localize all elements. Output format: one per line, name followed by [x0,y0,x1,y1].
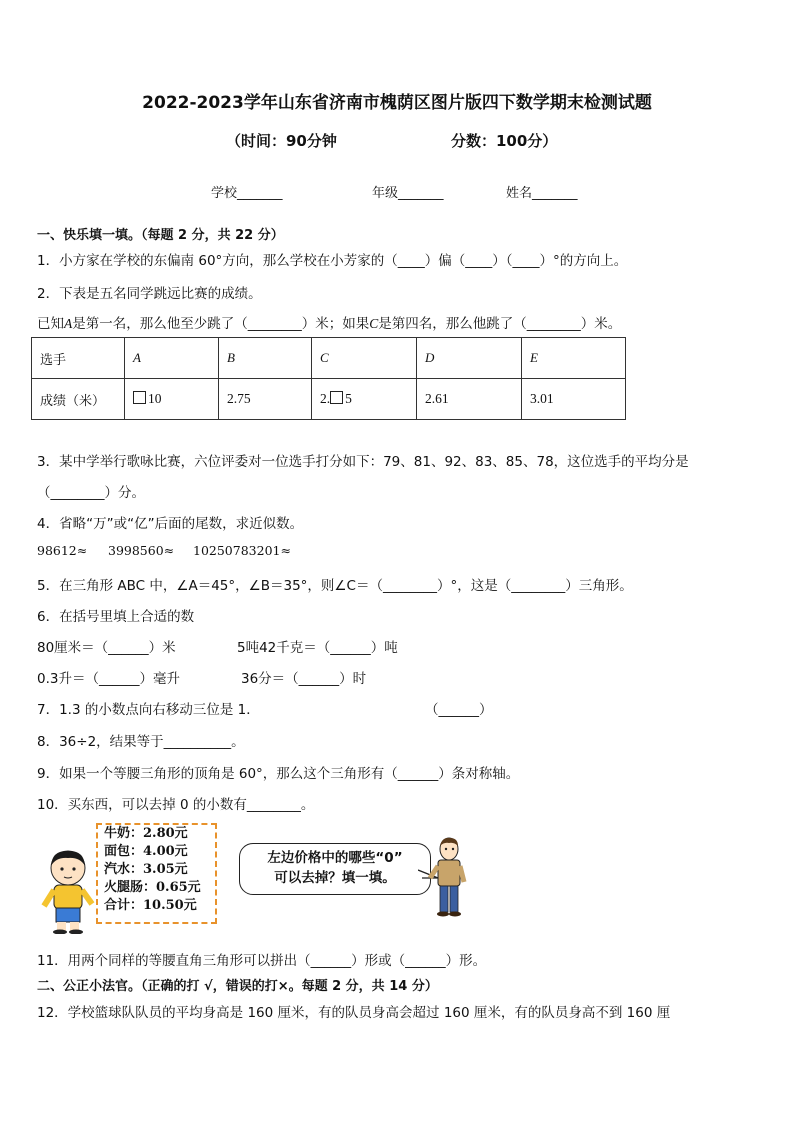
price-item: 面包：4.00元 [104,844,188,859]
table-cell: 2.75 [219,379,312,420]
question-3-line-2: （________）分。 [37,485,145,501]
table-cell: 10 [125,379,219,420]
table-row [32,338,626,379]
question-6: 6．在括号里填上合适的数 [37,609,195,625]
table-cell: 2. 5 [312,379,417,420]
table-row-label: 成绩（米） [32,379,125,420]
question-7: 7．1.3 的小数点向右移动三位是 1． [37,702,260,718]
boy-illustration [40,848,96,934]
exam-score: 分数：100分） [451,132,558,150]
q6-item-c: 0.3升＝（______）毫升 [37,671,180,687]
table-header-cell: A [125,338,219,379]
question-1: 1．小方家在学校的东偏南 60°方向，那么学校在小芳家的（____）偏（____）（____）°的方向上。 [37,253,628,269]
price-board [96,823,217,924]
blank-box [330,391,343,404]
table-cell: 2.61 [417,379,522,420]
price-item: 火腿肠：0.65元 [104,880,201,895]
exam-time: （时间：90分钟 [226,132,337,150]
table-header-cell: C [312,338,417,379]
section-1-title: 一、快乐填一填。（每题 2 分，共 22 分） [37,228,284,243]
school-field: 学校_______ [211,186,283,201]
price-item: 牛奶：2.80元 [104,826,188,841]
question-2: 2．下表是五名同学跳远比赛的成绩。 [37,286,262,302]
jump-scores-table [31,337,626,420]
question-4: 4．省略“万”或“亿”后面的尾数，求近似数。 [37,516,304,532]
question-8: 8．36÷2，结果等于__________。 [37,734,245,750]
table-header-cell: E [522,338,626,379]
q7-blank: （______） [425,702,493,718]
grade-field: 年级_______ [372,186,444,201]
teacher-illustration [427,836,469,918]
q2-text-a: 已知 [37,316,64,332]
question-9: 9．如果一个等腰三角形的顶角是 60°，那么这个三角形有（______）条对称轴。 [37,766,520,782]
name-field: 姓名_______ [506,186,578,201]
speech-bubble [239,843,431,895]
q6-item-a: 80厘米＝（______）米 [37,640,176,656]
question-3: 3．某中学举行歌咏比赛，六位评委对一位选手打分如下：79、81、92、83、85、78，这位选手的平均分是 [37,454,689,470]
q2-text-c: 是第四名，那么他跳了（________）米。 [378,316,622,332]
table-cell: 3.01 [522,379,626,420]
q2-text-b: 是第一名，那么他至少跳了（________）米；如果 [72,316,370,332]
q4-item-1: 98612≈ [37,543,88,558]
q6-item-b: 5吨42千克＝（______）吨 [237,640,398,656]
question-11: 11．用两个同样的等腰直角三角形可以拼出（______）形或（______）形。 [37,953,487,969]
price-item: 汽水：3.05元 [104,862,188,877]
table-header-cell: 选手 [32,338,125,379]
question-12: 12．学校篮球队队员的平均身高是 160 厘米，有的队员身高会超过 160 厘米，有的队员身高不到 160 厘 [37,1005,671,1021]
bubble-line-2: 可以去掉？填一填。 [274,870,396,886]
page-title: 2022-2023学年山东省济南市槐荫区图片版四下数学期末检测试题 [142,93,652,113]
blank-box [133,391,146,404]
table-header-cell: B [219,338,312,379]
question-5: 5．在三角形 ABC 中，∠A＝45°，∠B＝35°，则∠C＝（________）°，这是（________）三角形。 [37,578,633,594]
q2-var-c: C [369,316,379,331]
section-2-title: 二、公正小法官。（正确的打 √，错误的打×。每题 2 分，共 14 分） [37,979,438,994]
q4-item-3: 10250783201≈ [193,543,291,558]
question-10: 10．买东西，可以去掉 0 的小数有________。 [37,797,315,813]
price-item: 合计：10.50元 [104,898,197,913]
table-row [32,379,626,420]
q6-item-d: 36分＝（______）时 [241,671,367,687]
table-header-cell: D [417,338,522,379]
bubble-line-1: 左边价格中的哪些“0” [267,850,403,866]
question-2-line-2 [37,312,621,332]
q2-var-a: A [64,316,73,331]
q4-item-2: 3998560≈ [108,543,175,558]
